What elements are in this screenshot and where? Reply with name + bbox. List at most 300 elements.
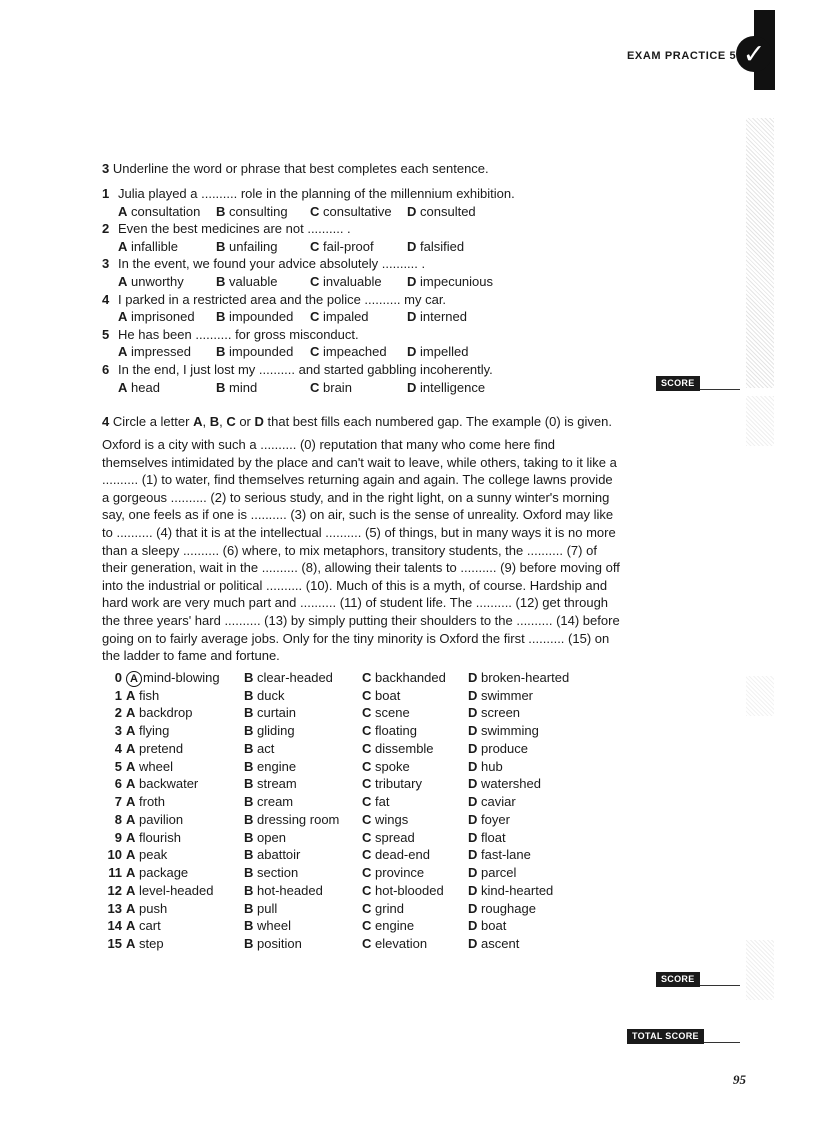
- gap-number: 15: [107, 936, 122, 952]
- answer-row: [102, 775, 622, 793]
- question-item: [102, 220, 622, 255]
- answer-option-d[interactable]: [407, 379, 517, 397]
- answer-option-c[interactable]: [362, 775, 468, 793]
- option-text: section: [257, 865, 299, 881]
- gap-number: 5: [114, 758, 122, 774]
- section-4: [102, 413, 622, 953]
- answer-option-b[interactable]: [216, 308, 310, 326]
- answer-option-a[interactable]: [118, 238, 216, 256]
- answer-option-c[interactable]: [362, 882, 468, 900]
- option-text: consultation: [131, 203, 201, 219]
- answer-option-a[interactable]: [122, 935, 244, 953]
- option-letter: B: [216, 203, 226, 219]
- answer-option-d[interactable]: [468, 846, 608, 864]
- answer-option-a[interactable]: [122, 740, 244, 758]
- answer-option-a[interactable]: [118, 273, 216, 291]
- option-text: engine: [375, 918, 415, 934]
- gap-number: 9: [114, 829, 122, 845]
- answer-option-d[interactable]: [468, 935, 608, 953]
- option-letter: C: [362, 687, 372, 703]
- answer-option-a[interactable]: [122, 775, 244, 793]
- answer-option-d[interactable]: [468, 775, 608, 793]
- instruction-part: ,: [219, 414, 227, 429]
- option-letter: C: [310, 344, 320, 360]
- option-text: backdrop: [139, 705, 193, 721]
- option-text: dressing room: [257, 811, 340, 827]
- section-number: 3: [102, 161, 110, 176]
- answer-option-b[interactable]: [244, 811, 362, 829]
- answer-option-c[interactable]: [362, 811, 468, 829]
- answer-option-a[interactable]: [122, 846, 244, 864]
- option-letter: C: [362, 758, 372, 774]
- question-number: 5: [102, 326, 110, 342]
- answer-option-b[interactable]: [244, 846, 362, 864]
- option-letter: B: [216, 379, 226, 395]
- option-letter: A: [118, 309, 128, 325]
- option-text: spoke: [375, 758, 410, 774]
- answer-row: [102, 900, 622, 918]
- option-text: dissemble: [375, 740, 434, 756]
- answer-row: [102, 687, 622, 705]
- answer-option-b[interactable]: [244, 935, 362, 953]
- option-letter: B: [216, 344, 226, 360]
- option-letter: A: [126, 705, 136, 721]
- instruction-part: or: [235, 414, 255, 429]
- option-text: open: [257, 829, 286, 845]
- answer-option-a[interactable]: [122, 864, 244, 882]
- option-text: hub: [481, 758, 503, 774]
- option-letter: B: [244, 758, 254, 774]
- option-letter: B: [244, 669, 254, 685]
- option-text: backhanded: [375, 669, 446, 685]
- option-letter: D: [468, 900, 478, 916]
- option-text: foyer: [481, 811, 510, 827]
- option-letter: A: [126, 794, 136, 810]
- option-text: brain: [323, 379, 352, 395]
- instruction-part: ,: [202, 414, 210, 429]
- option-text: fat: [375, 794, 390, 810]
- answer-option-c[interactable]: [362, 687, 468, 705]
- edge-texture: [746, 118, 774, 388]
- answer-row: [102, 846, 622, 864]
- gap-number: 0: [114, 669, 122, 685]
- option-text: clear-headed: [257, 669, 333, 685]
- answer-options: [102, 273, 622, 291]
- answer-option-b[interactable]: [216, 379, 310, 397]
- option-text: produce: [481, 740, 528, 756]
- answer-option-b[interactable]: [244, 704, 362, 722]
- answer-option-c[interactable]: [362, 722, 468, 740]
- answer-option-b[interactable]: [244, 900, 362, 918]
- option-letter: D: [468, 936, 478, 952]
- option-text: level-headed: [139, 882, 214, 898]
- option-letter: A: [126, 900, 136, 916]
- option-text: roughage: [481, 900, 536, 916]
- option-letter: C: [310, 238, 320, 254]
- answer-option-a[interactable]: [118, 343, 216, 361]
- answer-option-b[interactable]: [244, 687, 362, 705]
- option-text: abattoir: [257, 847, 301, 863]
- option-text: peak: [139, 847, 168, 863]
- option-text: package: [139, 865, 189, 881]
- answer-option-d[interactable]: [468, 882, 608, 900]
- answer-row: [102, 704, 622, 722]
- answer-row: [102, 882, 622, 900]
- answer-row: [102, 740, 622, 758]
- option-text: wings: [375, 811, 409, 827]
- option-letter: B: [244, 705, 254, 721]
- option-text: spread: [375, 829, 415, 845]
- option-letter: B: [244, 865, 254, 881]
- option-text: consulting: [229, 203, 288, 219]
- answer-option-b[interactable]: [216, 238, 310, 256]
- option-letter: A: [126, 687, 136, 703]
- gap-number: 14: [107, 918, 122, 934]
- option-letter: D: [407, 203, 417, 219]
- option-letter: A: [118, 344, 128, 360]
- option-letter: C: [362, 740, 372, 756]
- option-text: stream: [257, 776, 297, 792]
- option-text: cream: [257, 794, 294, 810]
- option-text: consultative: [323, 203, 392, 219]
- option-text: mind: [229, 379, 258, 395]
- option-letter: A: [126, 758, 136, 774]
- option-text: gliding: [257, 723, 295, 739]
- answer-option-d[interactable]: [407, 308, 517, 326]
- question-text: In the event, we found your advice absolutely .......... .: [118, 256, 426, 272]
- option-text: duck: [257, 687, 285, 703]
- option-text: watershed: [481, 776, 541, 792]
- option-letter: C: [362, 705, 372, 721]
- option-text: falsified: [420, 238, 465, 254]
- circled-answer: A: [126, 671, 142, 687]
- instruction-part: that best fills each numbered gap. The example (0) is given.: [263, 414, 612, 429]
- answer-option-c[interactable]: [362, 917, 468, 935]
- question-stem: [102, 361, 622, 379]
- question-item: [102, 361, 622, 396]
- gap-number: 1: [114, 687, 122, 703]
- option-letter: A: [118, 273, 128, 289]
- option-letter: C: [362, 882, 372, 898]
- answer-option-d[interactable]: [407, 238, 517, 256]
- answer-option-a[interactable]: [122, 687, 244, 705]
- checkmark-icon: ✓: [736, 36, 772, 72]
- answer-option-d[interactable]: [407, 343, 517, 361]
- option-text: scene: [375, 705, 410, 721]
- option-letter: D: [468, 705, 478, 721]
- option-text: pull: [257, 900, 278, 916]
- answer-option-b[interactable]: [216, 343, 310, 361]
- option-text: caviar: [481, 794, 516, 810]
- answer-option-d[interactable]: [468, 811, 608, 829]
- section-number: 4: [102, 414, 110, 429]
- option-text: impecunious: [420, 273, 494, 289]
- score-box-section-4[interactable]: [656, 969, 740, 986]
- instruction-part: D: [254, 414, 264, 429]
- answer-options: [102, 379, 622, 397]
- answer-option-a[interactable]: [122, 722, 244, 740]
- answer-option-b[interactable]: [244, 829, 362, 847]
- answer-option-a[interactable]: [122, 900, 244, 918]
- option-text: intelligence: [420, 379, 486, 395]
- question-number: 1: [102, 186, 110, 201]
- cloze-passage: Oxford is a city with such a .......... (0) reputation that many who come here find themselves intimidated by the place and can't wait to leave, while others, taking to it like a .......... (1) to water, find themselves returning again and again. The college lawns provide a gorgeous .......... (2) to serious study, and in the right light, on a sunny winter's morning say, one feels as if one is .......... (3) on air, such is the sense of unreality. Oxford may like to .......... (4) that it is at the intellectual .......... (5) of things, but in many ways it is no more than a sleepy .......... (6) where, to mix metaphors, transitory students, the .......... (7) of their generation, wait in the .......... (8), allowing their talents to .......... (9) before moving off into the industrial or political .......... (10). Much of this is a myth, of course. Hardship and hard work are very much part and .......... (11) of student life. The .......... (12) get through the three years' hard .......... (13) by simply putting their shoulders to the .......... (14) before going on to fairly average jobs. Only for the tiny minority is Oxford the first .......... (15) on the ladder to fame and fortune.: [102, 437, 620, 664]
- answer-option-c[interactable]: [362, 864, 468, 882]
- option-letter: B: [216, 273, 226, 289]
- gap-number: 3: [114, 723, 122, 739]
- answer-row: [102, 793, 622, 811]
- answer-option-a[interactable]: [122, 917, 244, 935]
- option-text: elevation: [375, 936, 428, 952]
- option-letter: B: [244, 776, 254, 792]
- answer-options: [102, 203, 622, 221]
- option-letter: A: [126, 776, 136, 792]
- score-box-section-3[interactable]: [656, 373, 740, 390]
- answer-option-c[interactable]: [362, 758, 468, 776]
- option-text: head: [131, 379, 160, 395]
- answer-row: [102, 864, 622, 882]
- answer-option-c[interactable]: [362, 829, 468, 847]
- answer-grid: [102, 669, 622, 953]
- option-letter: C: [310, 379, 320, 395]
- question-item: [102, 255, 622, 290]
- question-text: Julia played a .......... role in the planning of the millennium exhibition.: [118, 186, 515, 201]
- option-letter: D: [468, 669, 478, 685]
- answer-row: [102, 935, 622, 953]
- option-text: impeached: [323, 344, 387, 360]
- instruction-part: A: [193, 414, 203, 429]
- option-text: pavilion: [139, 811, 184, 827]
- answer-options: [102, 308, 622, 326]
- option-letter: A: [126, 723, 136, 739]
- option-letter: B: [244, 811, 254, 827]
- answer-option-d[interactable]: [407, 203, 517, 221]
- answer-option-d[interactable]: [468, 740, 608, 758]
- answer-option-a[interactable]: [122, 793, 244, 811]
- answer-option-b[interactable]: [244, 775, 362, 793]
- question-number: 2: [102, 221, 110, 237]
- option-letter: A: [126, 847, 136, 863]
- score-label: SCORE: [656, 376, 700, 391]
- option-text: impounded: [229, 344, 294, 360]
- option-text: wheel: [257, 918, 291, 934]
- answer-option-d[interactable]: [468, 793, 608, 811]
- option-text: backwater: [139, 776, 199, 792]
- answer-option-b[interactable]: [244, 722, 362, 740]
- option-letter: C: [362, 723, 372, 739]
- answer-option-c[interactable]: [310, 273, 407, 291]
- answer-option-d[interactable]: [468, 829, 608, 847]
- option-letter: B: [244, 918, 254, 934]
- answer-option-b[interactable]: [244, 882, 362, 900]
- option-letter: C: [362, 776, 372, 792]
- answer-option-b[interactable]: [216, 203, 310, 221]
- answer-option-a[interactable]: [122, 669, 244, 687]
- option-text: dead-end: [375, 847, 430, 863]
- question-stem: [102, 185, 622, 203]
- question-list: [102, 185, 622, 396]
- option-letter: C: [362, 811, 372, 827]
- answer-option-b[interactable]: [244, 864, 362, 882]
- question-stem: [102, 255, 622, 273]
- answer-option-c[interactable]: [362, 669, 468, 687]
- option-text: impounded: [229, 309, 294, 325]
- answer-option-d[interactable]: [468, 917, 608, 935]
- answer-option-b[interactable]: [244, 758, 362, 776]
- total-score-label: TOTAL SCORE: [627, 1029, 704, 1044]
- option-text: impressed: [131, 344, 191, 360]
- gap-number: 6: [114, 776, 122, 792]
- gap-number: 4: [114, 740, 122, 756]
- answer-option-c[interactable]: [310, 343, 407, 361]
- instruction-part: C: [226, 414, 236, 429]
- option-text: tributary: [375, 776, 422, 792]
- option-text: float: [481, 829, 506, 845]
- option-text: grind: [375, 900, 404, 916]
- option-letter: C: [362, 829, 372, 845]
- total-score-box[interactable]: [627, 1026, 740, 1043]
- answer-option-c[interactable]: [362, 740, 468, 758]
- option-letter: A: [126, 740, 136, 756]
- option-text: position: [257, 936, 302, 952]
- answer-option-d[interactable]: [468, 669, 608, 687]
- answer-row: [102, 811, 622, 829]
- gap-number: 11: [108, 865, 122, 881]
- gap-number: 2: [114, 705, 122, 721]
- answer-option-b[interactable]: [216, 273, 310, 291]
- option-letter: A: [118, 379, 128, 395]
- answer-option-c[interactable]: [310, 308, 407, 326]
- question-text: In the end, I just lost my .......... and started gabbling incoherently.: [118, 361, 493, 377]
- option-text: floating: [375, 723, 417, 739]
- answer-option-b[interactable]: [244, 793, 362, 811]
- answer-option-d[interactable]: [468, 687, 608, 705]
- answer-option-c[interactable]: [362, 793, 468, 811]
- score-label: SCORE: [656, 972, 700, 987]
- option-text: fast-lane: [481, 847, 531, 863]
- option-letter: D: [468, 865, 478, 881]
- option-text: push: [139, 900, 168, 916]
- answer-option-d[interactable]: [407, 273, 517, 291]
- answer-option-a[interactable]: [118, 379, 216, 397]
- answer-option-c[interactable]: [362, 900, 468, 918]
- answer-option-b[interactable]: [244, 669, 362, 687]
- option-text: froth: [139, 794, 166, 810]
- answer-row: [102, 758, 622, 776]
- option-letter: D: [468, 918, 478, 934]
- option-letter: C: [362, 918, 372, 934]
- option-letter: D: [468, 882, 478, 898]
- option-letter: A: [126, 936, 136, 952]
- answer-option-d[interactable]: [468, 900, 608, 918]
- option-letter: B: [244, 794, 254, 810]
- section-4-instruction: [102, 413, 622, 430]
- instruction-part: B: [209, 414, 220, 429]
- option-letter: D: [468, 687, 478, 703]
- answer-option-a[interactable]: [118, 203, 216, 221]
- option-text: act: [257, 740, 275, 756]
- answer-option-a[interactable]: [122, 811, 244, 829]
- option-letter: C: [362, 669, 372, 685]
- answer-option-a[interactable]: [122, 882, 244, 900]
- option-letter: D: [468, 776, 478, 792]
- answer-row: [102, 917, 622, 935]
- option-letter: A: [118, 238, 128, 254]
- section-3: [102, 160, 622, 396]
- question-item: [102, 326, 622, 361]
- option-text: parcel: [481, 865, 517, 881]
- option-text: province: [375, 865, 425, 881]
- option-text: pretend: [139, 740, 184, 756]
- option-text: imprisoned: [131, 309, 195, 325]
- option-letter: C: [362, 865, 372, 881]
- question-number: 6: [102, 361, 110, 377]
- option-text: flourish: [139, 829, 181, 845]
- answer-option-a[interactable]: [122, 704, 244, 722]
- answer-option-c[interactable]: [310, 379, 407, 397]
- answer-option-b[interactable]: [244, 740, 362, 758]
- option-text: kind-hearted: [481, 882, 554, 898]
- question-stem: [102, 291, 622, 309]
- question-number: 3: [102, 256, 110, 272]
- instruction-part: Circle a letter: [112, 414, 194, 429]
- option-letter: C: [362, 936, 372, 952]
- option-text: interned: [420, 309, 467, 325]
- section-3-instruction: 3 Underline the word or phrase that best completes each sentence.: [102, 161, 489, 176]
- option-text: hot-blooded: [375, 882, 444, 898]
- option-letter: A: [126, 829, 136, 845]
- option-text: valuable: [229, 273, 278, 289]
- answer-option-d[interactable]: [468, 722, 608, 740]
- option-text: ascent: [481, 936, 520, 952]
- question-item: [102, 291, 622, 326]
- option-letter: B: [244, 900, 254, 916]
- answer-row: [102, 722, 622, 740]
- option-letter: B: [244, 723, 254, 739]
- gap-number: 12: [107, 882, 122, 898]
- answer-option-d[interactable]: [468, 758, 608, 776]
- answer-option-c[interactable]: [362, 935, 468, 953]
- answer-option-b[interactable]: [244, 917, 362, 935]
- answer-option-c[interactable]: [362, 846, 468, 864]
- option-letter: B: [216, 238, 226, 254]
- answer-option-c[interactable]: [362, 704, 468, 722]
- answer-option-a[interactable]: [122, 829, 244, 847]
- question-text: He has been .......... for gross misconduct.: [118, 326, 359, 342]
- option-letter: C: [362, 900, 372, 916]
- question-text: I parked in a restricted area and the police .......... my car.: [118, 291, 447, 307]
- page-header-title: EXAM PRACTICE 5: [627, 50, 737, 62]
- edge-texture: [746, 396, 774, 446]
- answer-option-c[interactable]: [310, 203, 407, 221]
- answer-option-d[interactable]: [468, 864, 608, 882]
- answer-option-c[interactable]: [310, 238, 407, 256]
- gap-number: 10: [107, 847, 122, 863]
- option-letter: C: [362, 847, 372, 863]
- option-letter: A: [126, 865, 136, 881]
- gap-number: 7: [114, 794, 122, 810]
- option-text: fish: [139, 687, 160, 703]
- question-stem: [102, 220, 622, 238]
- answer-option-a[interactable]: [122, 758, 244, 776]
- answer-options: [102, 238, 622, 256]
- option-letter: D: [468, 740, 478, 756]
- option-letter: D: [468, 758, 478, 774]
- answer-option-a[interactable]: [118, 308, 216, 326]
- option-text: mind-blowing: [143, 669, 220, 685]
- answer-option-d[interactable]: [468, 704, 608, 722]
- option-text: infallible: [131, 238, 178, 254]
